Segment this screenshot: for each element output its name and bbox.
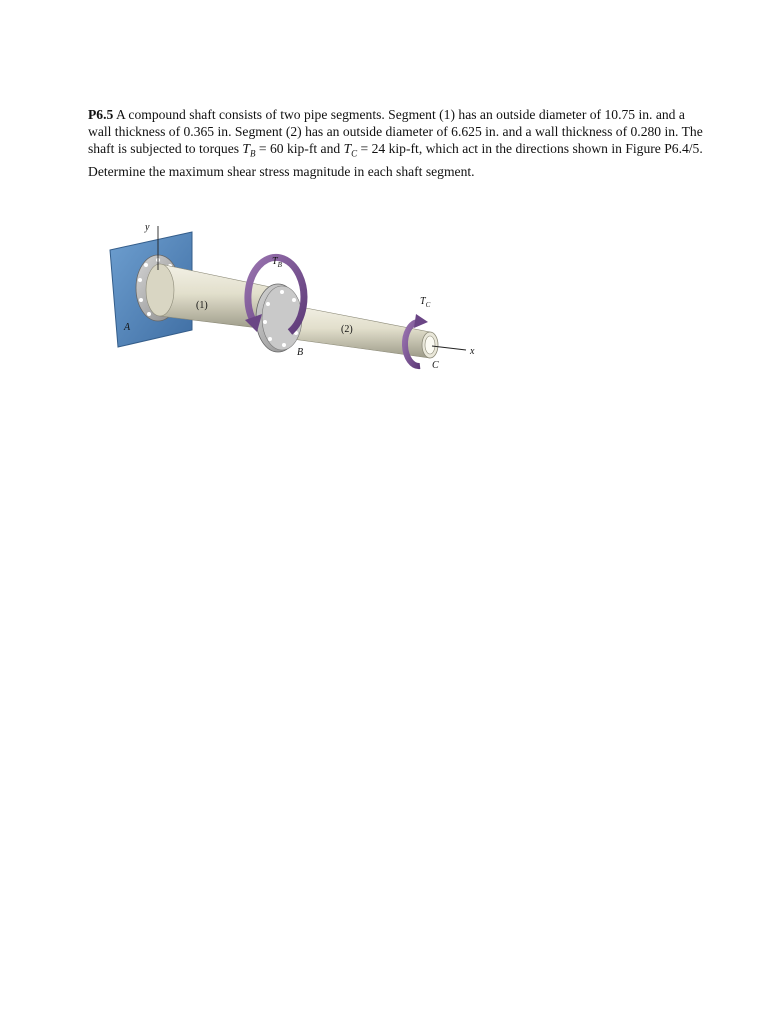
problem-number: P6.5	[88, 107, 114, 122]
label-c: C	[432, 360, 439, 371]
label-tb-sub: B	[277, 261, 282, 269]
problem-text-part-2: = 60 kip-ft and	[255, 141, 344, 156]
label-segment-2: (2)	[341, 324, 353, 335]
tc-subscript: C	[351, 148, 358, 159]
label-y: y	[145, 222, 150, 233]
problem-text-part-1: A compound shaft consists of two pipe segments. Segment (1) has an outside diameter of 10.75 in. and a wall thickness of 0.365 in. Segment (2) has an outside diameter of 6.625 in. and a wall thickness of 0.280 in. The shaft is subjected to torques	[88, 107, 703, 156]
problem-statement	[88, 106, 708, 180]
tb-symbol: T	[242, 141, 250, 156]
tb-subscript: B	[249, 148, 256, 159]
label-tc	[420, 296, 431, 309]
flange-b	[256, 284, 302, 352]
label-tc-sub: C	[425, 301, 431, 309]
label-segment-1: (1)	[196, 300, 208, 311]
label-tb-symbol: T	[272, 256, 278, 267]
tc-symbol: T	[343, 141, 352, 156]
shaft-segment-2	[285, 304, 438, 358]
label-x: x	[470, 346, 475, 357]
shaft-figure	[100, 212, 500, 382]
label-tc-symbol: T	[420, 296, 426, 307]
label-a: A	[124, 322, 131, 333]
label-b: B	[297, 347, 304, 358]
problem-text-part-3: = 24 kip-ft, which act in the directions shown in Figure P6.4/5. Determine the maximum shear stress magnitude in each shaft segment.	[88, 141, 703, 179]
